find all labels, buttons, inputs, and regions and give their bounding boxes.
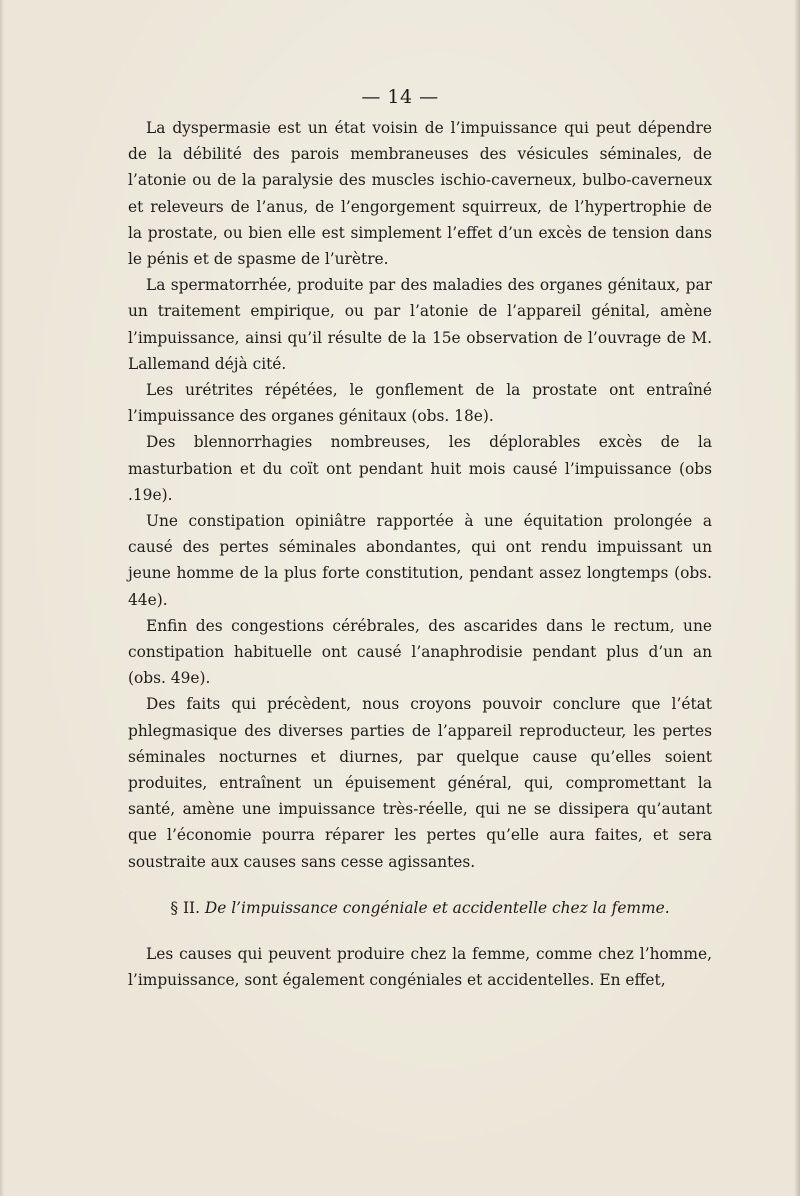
paragraph-blennorrhagies: Des blennorrhagies nombreuses, les déplorables excès de la masturbation et du coït ont pendant huit mois causé l’impuissance (obs .19e). (128, 433, 712, 504)
paragraph-uretrites: Les urétrites répétées, le gonflement de la prostate ont entraîné l’impuissance des organes génitaux (obs. 18e). (128, 381, 712, 426)
page-left-edge (0, 0, 4, 1196)
page-number: — 14 — (361, 86, 439, 108)
section-mark: § II. (170, 898, 200, 917)
paragraph-conclusion: Des faits qui précèdent, nous croyons pouvoir conclure que l’état phlegmasique des diverses parties de l’appareil reproducteur, les pertes séminales nocturnes et diurnes, par quelque cause qu’elles soient produites, entraînent un épuisement général, qui, compromettant la santé, amène une impuissance très-réelle, qui ne se dissipera qu’autant que l’économie pourra réparer les pertes qu’elle aura faites, et sera soustraite aux causes sans cesse agissantes. (128, 695, 712, 871)
paragraph-constipation: Une constipation opiniâtre rapportée à une équitation prolongée a causé des pertes séminales abondantes, qui ont rendu impuissant un jeune homme de la plus forte constitution, pendant assez longtemps (obs. 44e). (128, 512, 712, 609)
section-heading (128, 895, 712, 921)
paragraph-congestions: Enfin des congestions cérébrales, des ascarides dans le rectum, une constipation habituelle ont causé l’anaphrodisie pendant plus d’un an (obs. 49e). (128, 616, 712, 688)
paragraph-closing: Les causes qui peuvent produire chez la femme, comme chez l’homme, l’impuissance, sont également congéniales et accidentelles. En effet, (128, 945, 712, 990)
section-title: De l’impuissance congéniale et accidentelle chez la femme. (204, 898, 670, 917)
paragraph-dyspermasie: La dyspermasie est un état voisin de l’impuissance qui peut dépendre de la débilité des parois membraneuses des vésicules séminales, de l’atonie ou de la paralysie des muscles ischio-caverneux, bulbo-caverneux et releveurs de l’anus, de l’engorgement squirreux, de l’hypertrophie de la prostate, ou bien elle est simplement l’effet d’un excès de tension dans le pénis et de spasme de l’urètre. (128, 119, 712, 269)
paragraph-spermatorrhee: La spermatorrhée, produite par des maladies des organes génitaux, par un traitement empirique, ou par l’atonie de l’appareil génital, amène l’impuissance, ainsi qu’il résulte de la 15e observation de l’ouvrage de M. Lallemand déjà cité. (128, 276, 712, 373)
body-text (128, 115, 712, 994)
page-right-edge (794, 0, 800, 1196)
